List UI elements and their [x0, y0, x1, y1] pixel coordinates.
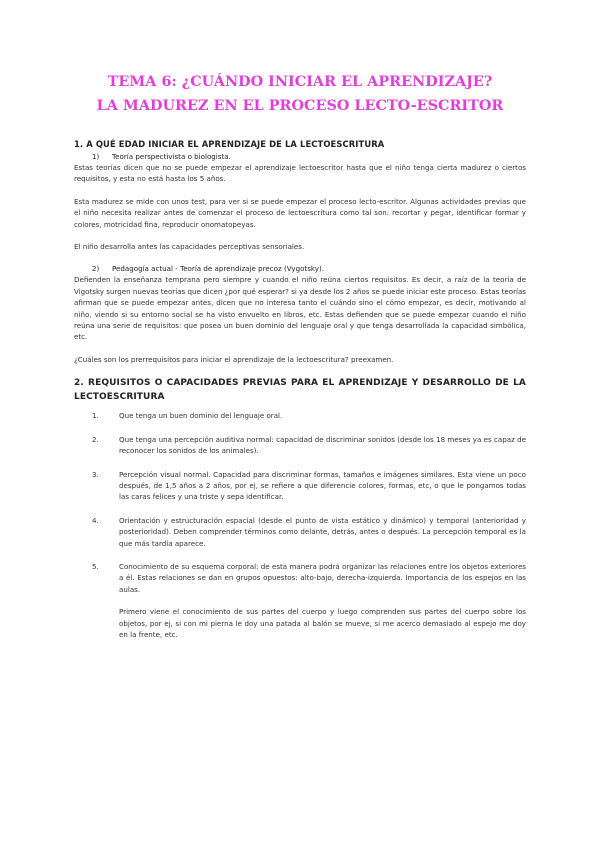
list-item-number: 5. — [92, 561, 99, 571]
list-item — [74, 515, 526, 549]
list-item — [74, 434, 526, 457]
list-item-text: Que tenga un buen dominio del lenguaje oral. — [119, 411, 283, 421]
requirements-list — [74, 410, 526, 595]
list-item — [74, 469, 526, 503]
list-item-number: 2. — [92, 434, 99, 444]
page-title-line-2: LA MADUREZ EN EL PROCESO LECTO-ESCRITOR — [96, 97, 504, 114]
list-item — [74, 410, 526, 421]
subheading-1-label: Teoría perspectivista o biologista. — [112, 152, 231, 161]
page-title-line-1: TEMA 6: ¿CUÁNDO INICIAR EL APRENDIZAJE? — [107, 73, 493, 90]
section-1-heading: 1. A QUÉ EDAD INICIAR EL APRENDIZAJE DE LA LECTOESCRITURA — [74, 139, 385, 149]
paragraph-2: Esta madurez se mide con unos test, para ver si se puede empezar el proceso lecto-escritor. Algunas actividades previas que el niño necesita realizar antes de comenzar el proceso de lectoescritura como tal son: recortar y pegar, identificar formar y colores, motricidad fina, reproducir onomatopeyas. — [74, 196, 526, 229]
subheading-2-label: Pedagogía actual - Teoría de aprendizaje precoz (Vygotsky). — [112, 264, 324, 274]
paragraph-5: ¿Cuáles son los prerrequisitos para iniciar el aprendizaje de la lectoescritura? preexamen. — [74, 354, 394, 364]
subheading-1-number: 1) — [92, 152, 100, 161]
subheading-2-number: 2) — [92, 264, 100, 274]
subheading-2 — [92, 263, 526, 274]
list-item-number: 4. — [92, 515, 99, 525]
subheading-1 — [92, 151, 526, 162]
list-item-5-continuation: Primero viene el conocimiento de sus partes del cuerpo y luego comprenden sus partes del cuerpo sobre los objetos, por ej, si con mi pierna le doy una patada al balón se mueve, si me acerco demasiado al espejo me doy en la frente, etc. — [119, 607, 526, 639]
list-item-text: Conocimiento de su esquema corporal: de esta manera podrá organizar las relaciones entre los objetos exteriores a él. Estas relaciones se dan en grupos opuestos: alto-bajo, derecha-izquierda. Importancia de los espejos en las aulas. — [119, 561, 526, 594]
section-2-heading: 2. REQUISITOS O CAPACIDADES PREVIAS PARA EL APRENDIZAJE Y DESARROLLO DE LA LECTOESCRITURA — [74, 378, 526, 403]
paragraph-1: Estas teorías dicen que no se puede empezar el aprendizaje lectoescritor hasta que el niño tenga cierta madurez o ciertos requisitos, y esta no está hasta los 5 años. — [74, 163, 526, 184]
list-item-text: Orientación y estructuración espacial (desde el punto de vista estático y dinámico) y temporal (anterioridad y posterioridad). Deben comprender términos como delante, detrás, antes o después. La percepción temporal es la que más tardía aparece. — [119, 515, 526, 548]
title-block — [74, 70, 526, 118]
list-item-number: 3. — [92, 469, 99, 479]
paragraph-3: El niño desarrolla antes las capacidades perceptivas sensoriales. — [74, 242, 305, 252]
paragraph-4: Defienden la enseñanza temprana pero siempre y cuando el niño reúna ciertos requisitos. Es decir, a raíz de la teoría de Vigotsky surgen nuevas teorías que dicen ¿por qué esperar? si ya desde los 2 años se puede iniciar este proceso. Estas teorías afirman que se puede empezar antes, dicen que no interesa tanto el cuándo sino el cómo empezar, es decir, motivando al niño, viendo si su entorno social se ha visto envuelto en libros, etc. Estas defienden que se puede empezar cuando el niño reúna una serie de requisitos: que posea un buen dominio del lenguaje oral y que tenga desarrollada la capacidad simbólica, etc. — [74, 275, 526, 342]
list-item — [74, 561, 526, 595]
list-item-number: 1. — [92, 411, 99, 421]
list-item-text: Que tenga una percepción auditiva normal: capacidad de discriminar sonidos (desde los 18 meses ya es capaz de reconocer los sonidos de los animales). — [119, 434, 526, 456]
list-item-text: Percepción visual normal. Capacidad para discriminar formas, tamaños e imágenes similares. Esta viene un poco después, de 1,5 años a 2 años, por ej, se refiere a que diferencie colores, formas, etc, o que le pongamos todas las caras felices y una triste y sepa identificar. — [119, 469, 526, 502]
